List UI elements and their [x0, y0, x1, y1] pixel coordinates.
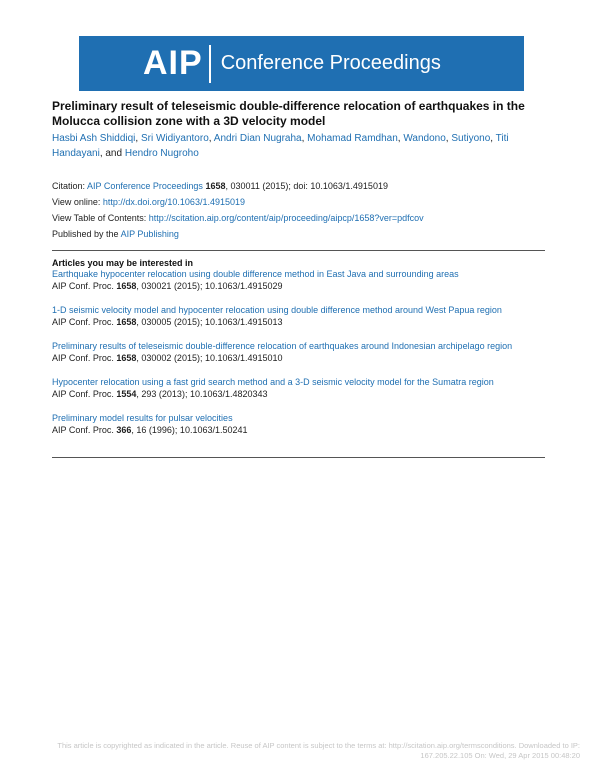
related-heading: Articles you may be interested in	[52, 258, 194, 268]
top-divider	[52, 250, 545, 251]
author-link[interactable]: Titi Handayani	[52, 133, 509, 159]
related-article-title[interactable]: Preliminary model results for pulsar velocities	[52, 413, 233, 423]
related-article	[52, 377, 552, 400]
citation-line: Citation: AIP Conference Proceedings 1658, 030011 (2015); doi: 10.1063/1.4915019	[52, 181, 388, 191]
related-article-title[interactable]: Preliminary results of teleseismic double-difference relocation of earthquakes around Indonesian archipelago region	[52, 341, 513, 351]
related-article	[52, 269, 552, 292]
publisher-line: Published by the AIP Publishing	[52, 229, 179, 239]
related-article-title[interactable]: Earthquake hypocenter relocation using double difference method in East Java and surrounding areas	[52, 269, 459, 279]
author-link[interactable]: Andri Dian Nugraha	[213, 133, 302, 144]
author-link[interactable]: Hasbi Ash Shiddiqi	[52, 133, 136, 144]
journal-link[interactable]: AIP Conference Proceedings	[87, 181, 203, 191]
author-link[interactable]: Hendro Nugroho	[124, 148, 199, 159]
related-article-ref: AIP Conf. Proc. 1658, 030002 (2015); 10.1063/1.4915010	[52, 353, 283, 363]
author-link[interactable]: Mohamad Ramdhan	[307, 133, 398, 144]
bottom-divider	[52, 457, 545, 458]
aip-banner	[79, 36, 524, 91]
copyright-footer	[30, 741, 580, 761]
related-article-ref: AIP Conf. Proc. 1658, 030021 (2015); 10.1063/1.4915029	[52, 281, 283, 291]
footer-line: This article is copyrighted as indicated in the article. Reuse of AIP content is subject to the terms at: http://scitation.aip.org/termsconditions. Downloaded to IP:	[57, 741, 580, 750]
related-article-ref: AIP Conf. Proc. 1658, 030005 (2015); 10.1063/1.4915013	[52, 317, 283, 327]
view-toc-line: View Table of Contents: http://scitation.aip.org/content/aip/proceeding/aipcp/1658?ver=pdfcov	[52, 213, 424, 223]
view-online-line: View online: http://dx.doi.org/10.1063/1.4915019	[52, 197, 245, 207]
author-list: Hasbi Ash Shiddiqi, Sri Widiyantoro, Andri Dian Nugraha, Mohamad Ramdhan, Wandono, Sutiyono, Titi Handayani, and Hendro Nugroho	[52, 133, 509, 159]
publisher-link[interactable]: AIP Publishing	[120, 229, 179, 239]
related-article-ref: AIP Conf. Proc. 1554, 293 (2013); 10.1063/1.4820343	[52, 389, 268, 399]
doi-link[interactable]: http://dx.doi.org/10.1063/1.4915019	[102, 197, 245, 207]
banner-series-name: Conference Proceedings	[220, 52, 441, 74]
related-article	[52, 305, 552, 328]
banner-divider	[209, 45, 211, 83]
related-article-title[interactable]: 1-D seismic velocity model and hypocenter relocation using double difference method around West Papua region	[52, 305, 502, 315]
aip-logo: AIP	[143, 44, 203, 82]
paper-title: Preliminary result of teleseismic double-difference relocation of earthquakes in the Molucca collision zone with a 3D velocity model	[52, 99, 525, 128]
related-article	[52, 341, 552, 364]
author-link[interactable]: Wandono	[403, 133, 446, 144]
related-article-ref: AIP Conf. Proc. 366, 16 (1996); 10.1063/1.50241	[52, 425, 248, 435]
related-article-title[interactable]: Hypocenter relocation using a fast grid search method and a 3-D seismic velocity model for the Sumatra region	[52, 377, 494, 387]
citation-block	[52, 180, 552, 244]
related-article	[52, 413, 552, 436]
footer-line: 167.205.22.105 On: Wed, 29 Apr 2015 00:48:20	[420, 751, 580, 760]
author-link[interactable]: Sri Widiyantoro	[140, 133, 209, 144]
author-link[interactable]: Sutiyono	[451, 133, 491, 144]
toc-link[interactable]: http://scitation.aip.org/content/aip/proceeding/aipcp/1658?ver=pdfcov	[148, 213, 424, 223]
related-articles	[52, 258, 552, 436]
